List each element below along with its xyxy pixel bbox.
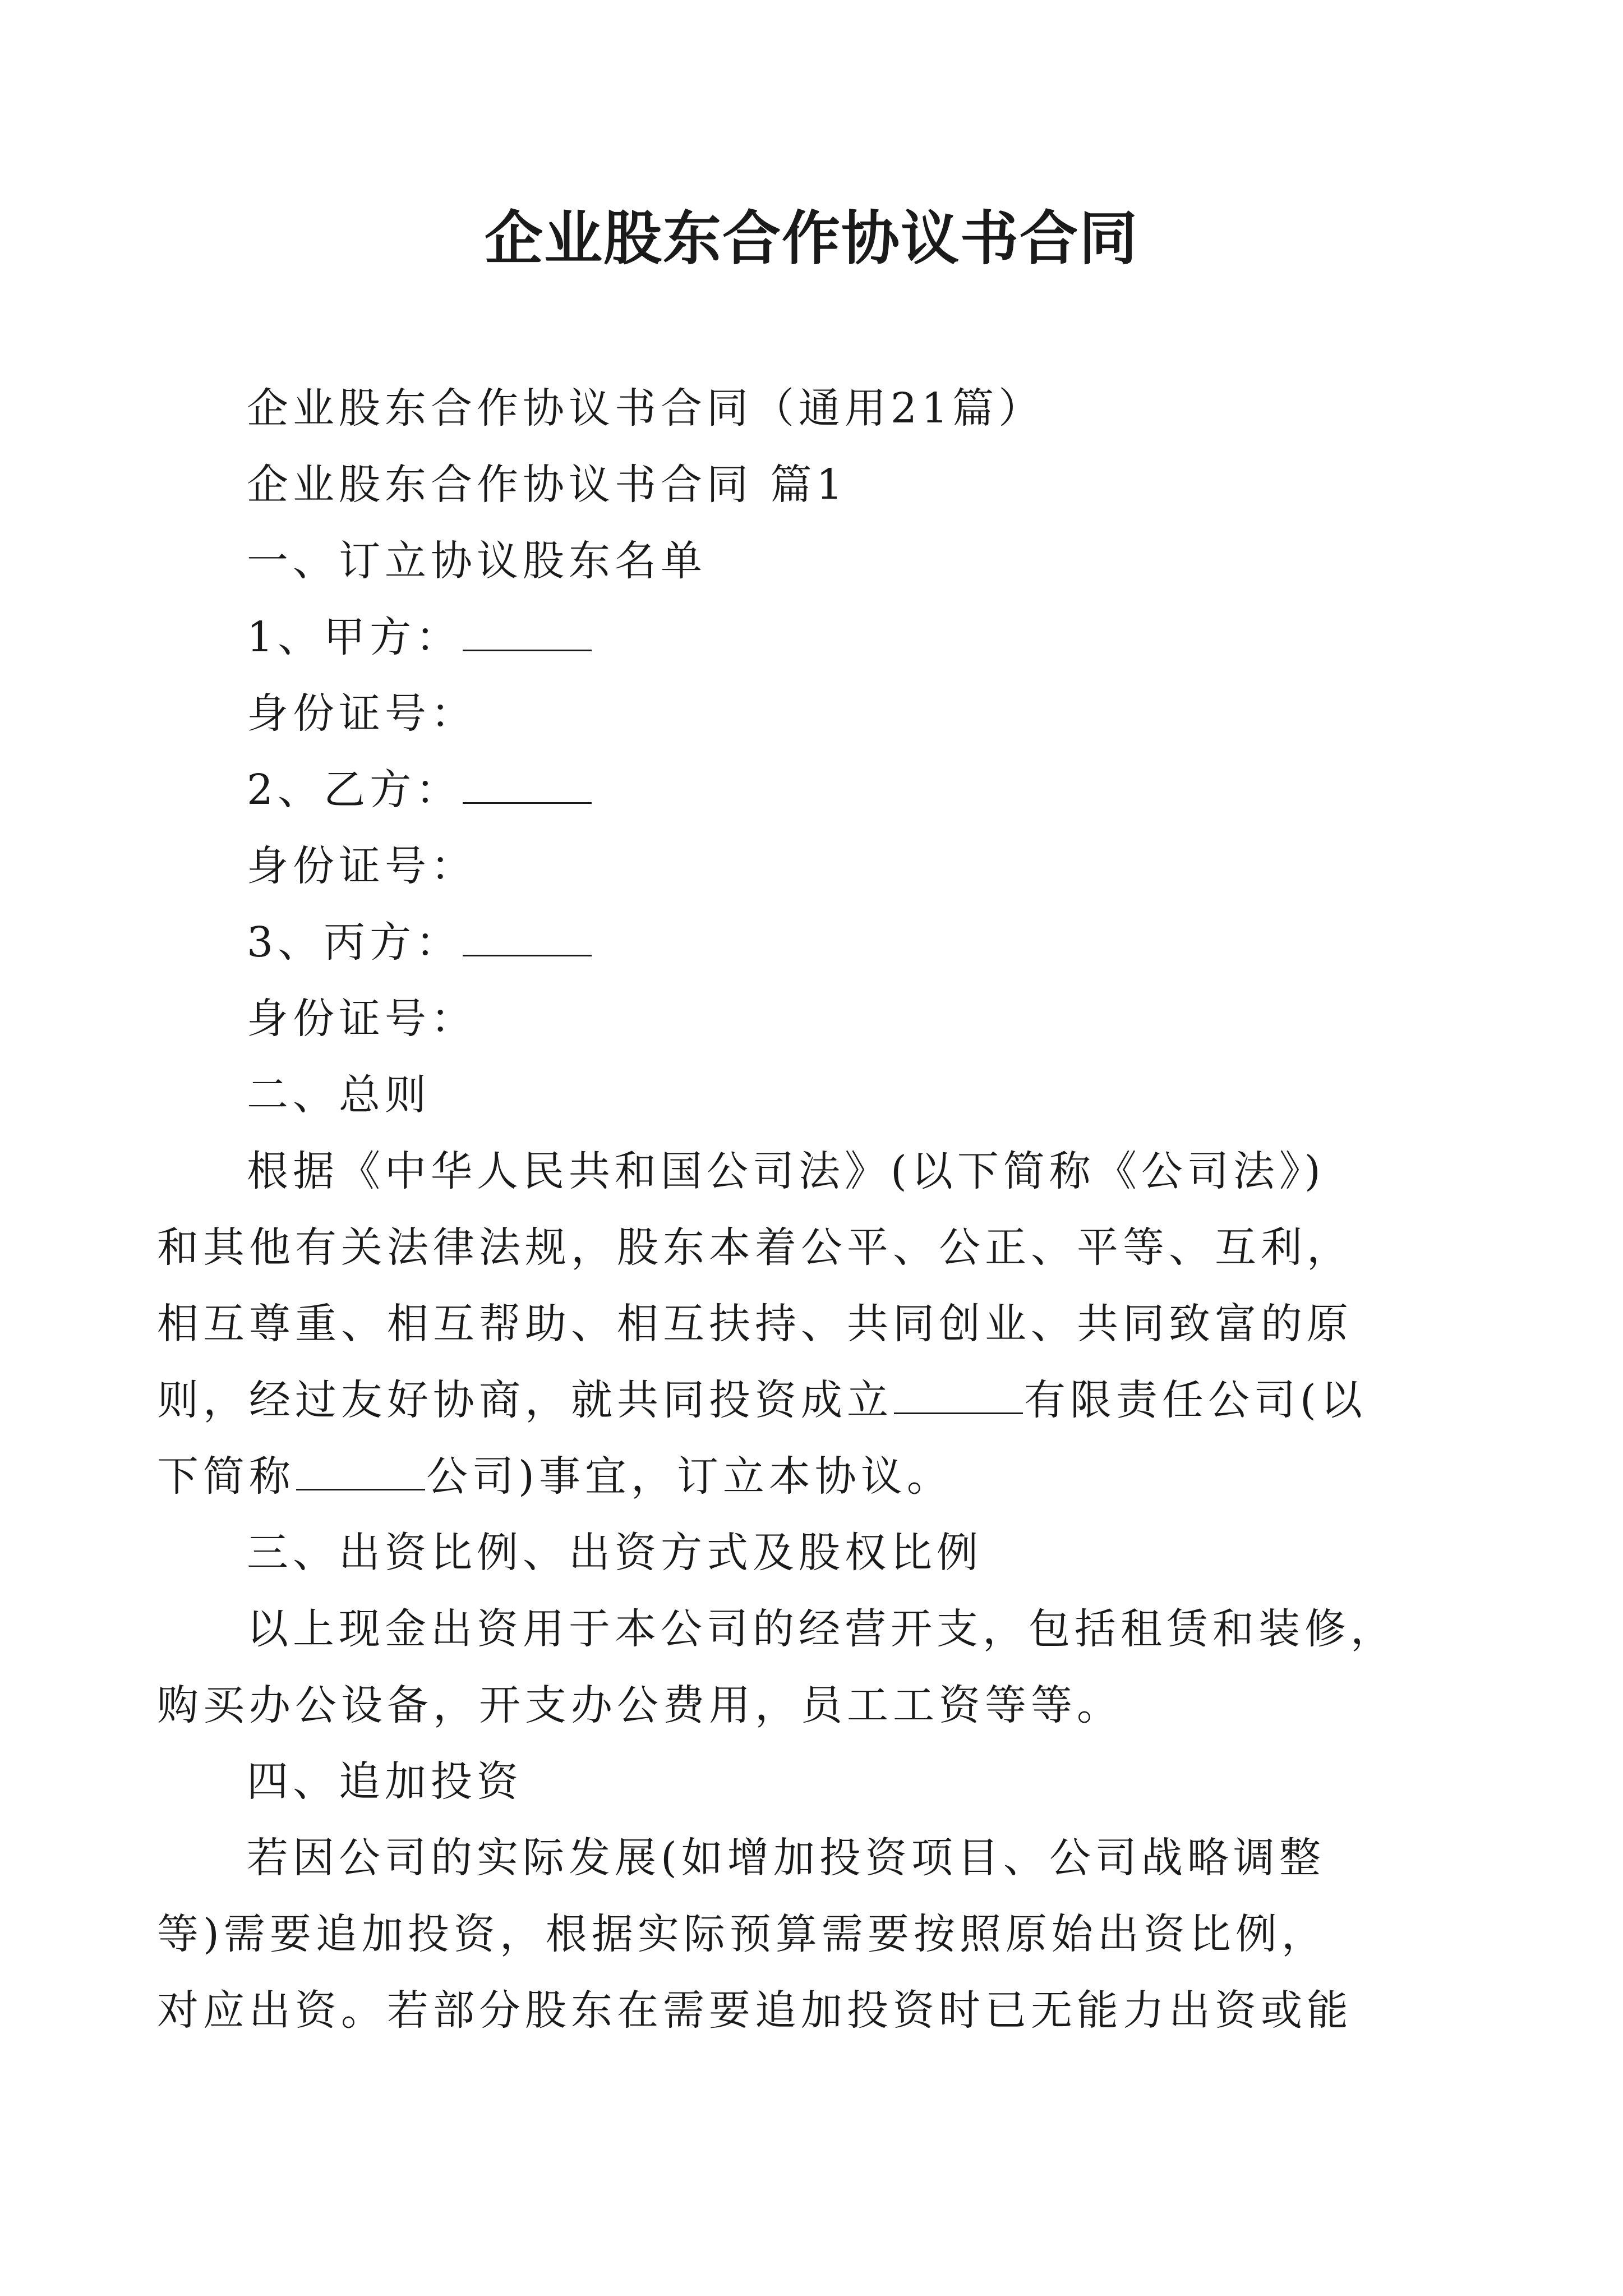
document-title: 企业股东合作协议书合同: [484, 204, 1138, 273]
paragraph-line: 若因公司的实际发展(如增加投资项目、公司战略调整: [247, 1834, 1325, 1882]
company-short-name-blank: [296, 1478, 425, 1490]
paragraph-line: 根据《中华人民共和国公司法》(以下简称《公司法》): [247, 1147, 1325, 1195]
party-c-blank: [463, 944, 592, 956]
paragraph-line: 对应出资。若部分股东在需要追加投资时已无能力出资或能: [157, 1986, 1353, 2035]
paragraph-line: 以上现金出资用于本公司的经营开支，包括租赁和装修，: [247, 1605, 1396, 1653]
party-b-blank: [463, 791, 592, 804]
party-c-line: [247, 904, 1413, 981]
party-a-line: [247, 599, 1413, 675]
party-c-label: 3、丙方：: [247, 918, 462, 967]
party-b-id-line: 身份证号：: [247, 842, 477, 890]
document-body: [157, 370, 1413, 2049]
paragraph-line: [157, 1438, 1413, 1515]
paragraph-text: 下简称: [157, 1452, 295, 1501]
party-c-id-line: 身份证号：: [247, 995, 477, 1043]
party-b-line: [247, 752, 1413, 828]
paragraph-line: 购买办公设备，开支办公费用，员工工资等等。: [157, 1681, 1123, 1729]
party-a-label: 1、甲方：: [247, 613, 462, 661]
article-heading: 企业股东合作协议书合同 篇1: [247, 461, 847, 509]
paragraph-text: 公司)事宜，订立本协议。: [426, 1452, 953, 1501]
paragraph-line: [157, 1362, 1413, 1438]
company-name-blank: [894, 1401, 1023, 1414]
section-heading: 三、出资比例、出资方式及股权比例: [247, 1529, 983, 1577]
paragraph-text: 则，经过友好协商，就共同投资成立: [157, 1376, 893, 1424]
party-b-label: 2、乙方：: [247, 766, 462, 814]
paragraph-line: 等)需要追加投资，根据实际预算需要按照原始出资比例，: [157, 1910, 1327, 1958]
section-heading: 四、追加投资: [247, 1757, 523, 1806]
section-heading: 二、总则: [247, 1071, 431, 1119]
party-a-blank: [463, 638, 592, 651]
party-a-id-line: 身份证号：: [247, 689, 477, 738]
subtitle-line: 企业股东合作协议书合同（通用21篇）: [247, 384, 1045, 432]
paragraph-line: 和其他有关法律法规，股东本着公平、公正、平等、互利，: [157, 1223, 1353, 1272]
section-heading: 一、订立协议股东名单: [247, 537, 707, 585]
paragraph-text: 有限责任公司(以: [1024, 1376, 1367, 1424]
paragraph-line: 相互尊重、相互帮助、相互扶持、共同创业、共同致富的原: [157, 1300, 1353, 1348]
